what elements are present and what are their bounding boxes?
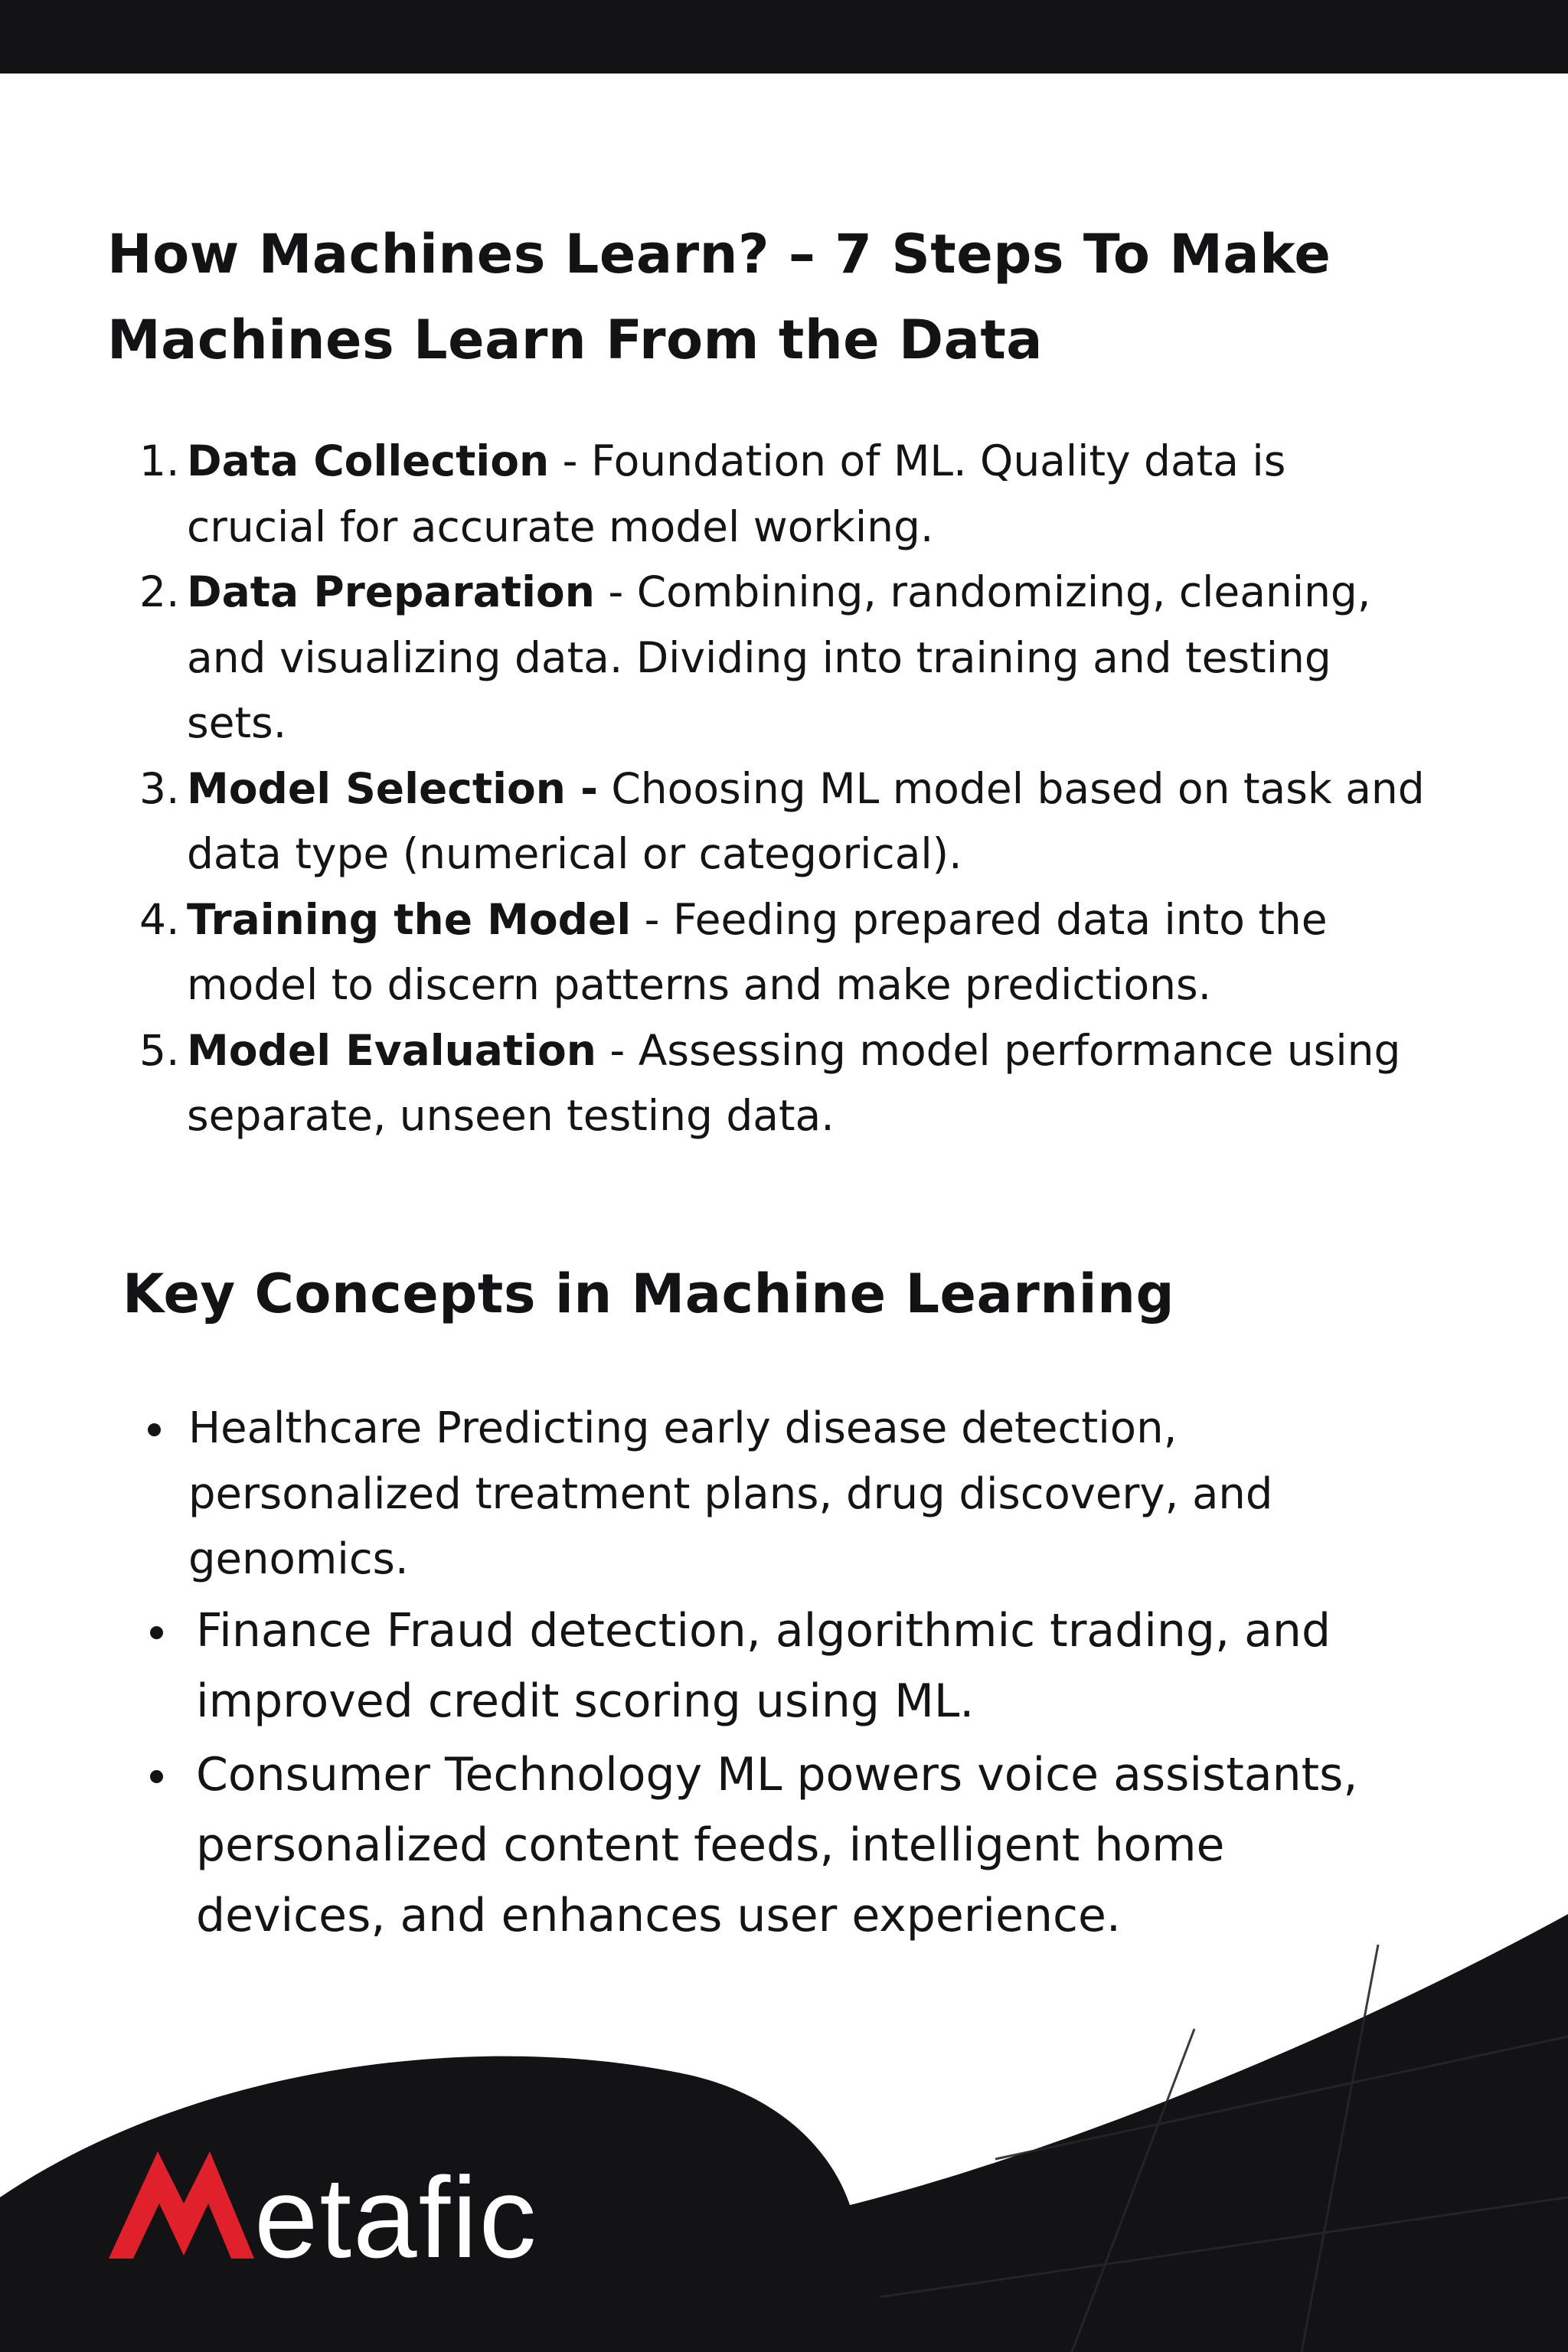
step-title: Data Collection [187,436,550,485]
step-title: Data Preparation [187,567,595,616]
step-text: Feeding prepared data into the model to discern patterns and make predictions. [187,894,1328,1009]
step-text: Choosing ML model based on task and data type (numerical or categorical). [187,763,1425,878]
step-title: Training the Model [187,894,632,944]
concept-item [0,1596,1421,1736]
step-number: 4. [139,894,180,944]
step-text: Foundation of ML. Quality data is crucial for accurate model working. [187,436,1286,551]
logo-m-mark [109,2151,254,2259]
concept-text: Finance Fraud detection, algorithmic trading, and improved credit scoring using ML. [196,1603,1331,1728]
step-number: 1. [139,436,180,485]
step-item [0,1018,1427,1149]
step-separator: - [549,436,591,485]
bullet-icon [150,1770,163,1783]
concept-item [0,1396,1413,1592]
step-separator [598,764,611,813]
step-text: Assessing model performance using separate, unseen testing data. [187,1025,1401,1140]
steps-list [0,429,1568,1149]
step-item [0,887,1427,1018]
top-bar [0,0,1568,74]
step-title: Model Evaluation [187,1025,596,1075]
section-heading-key-concepts: Key Concepts in Machine Learning [122,1263,1175,1325]
page-title-line-1: How Machines Learn? – 7 Steps To Make [107,223,1331,286]
step-separator: - [594,567,637,616]
step-text: Combining, randomizing, cleaning, and visualizing data. Dividing into training and testing sets. [187,567,1371,747]
page-title [107,211,1485,383]
step-title: Model Selection - [187,763,598,813]
concept-text: Healthcare Predicting early disease detection, personalized treatment plans, drug discovery, and genomics. [188,1403,1273,1584]
metafic-logo [104,2144,579,2282]
step-number: 2. [139,567,180,616]
bullet-icon [148,1423,161,1436]
concept-text: Consumer Technology ML powers voice assistants, personalized content feeds, intelligent home devices, and enhances user experience. [196,1747,1358,1942]
bullet-icon [150,1626,163,1639]
step-number: 3. [139,763,180,813]
step-item [0,429,1427,560]
step-item [0,560,1427,756]
page-title-line-2: Machines Learn From the Data [107,309,1044,371]
logo-wordmark: etafic [254,2153,538,2282]
step-item [0,756,1427,887]
step-number: 5. [139,1025,180,1075]
step-separator: - [631,894,673,944]
step-separator: - [596,1025,639,1075]
